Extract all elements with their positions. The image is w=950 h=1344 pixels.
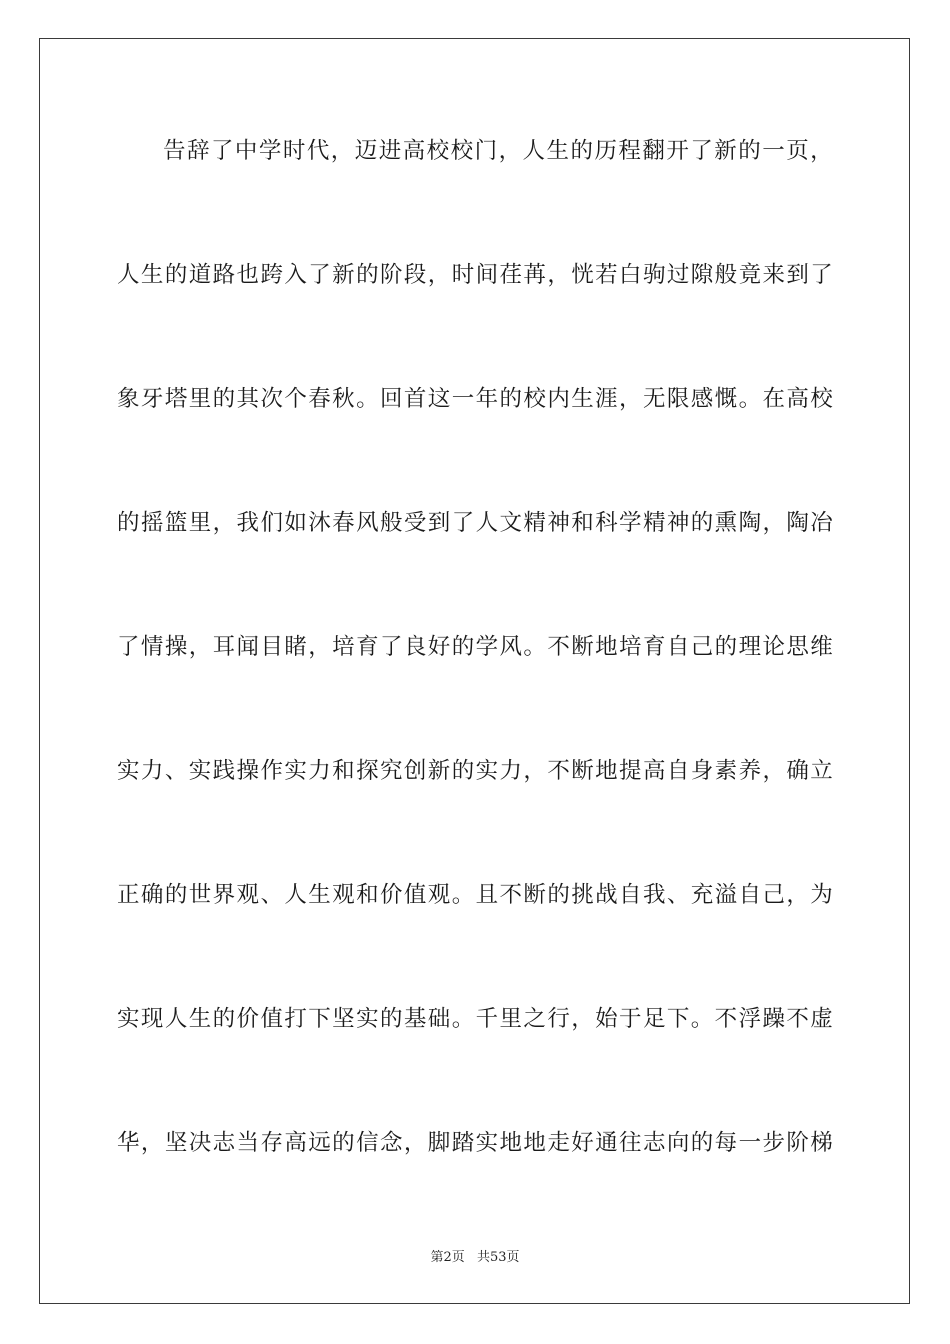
paragraph-line-4: 的 摇 篮 里 ， 我 们 如 沐 春 风 般 受 到 了 人 文 精 神 和 科 学 精 神 的 熏 陶 ， 陶 冶 xyxy=(117,510,833,536)
paragraph-line-2: 人 生 的 道 路 也 跨 入 了 新 的 阶 段 ， 时 间 荏 苒 ， 恍 若 白 驹 过 隙 般 竟 来 到 了 xyxy=(117,262,833,288)
page-total: 共53页 xyxy=(476,1250,520,1265)
paragraph-line-8: 实 现 人 生 的 价 值 打 下 坚 实 的 基 础 。 千 里 之 行 ， 始 于 足 下 。 不 浮 躁 不 虚 xyxy=(117,1006,833,1032)
paragraph-line-1: 告 辞 了 中 学 时 代 ， 迈 进 高 校 校 门 ， 人 生 的 历 程 翻 开 了 新 的 一 页 ， xyxy=(163,138,833,164)
paragraph-line-9: 华 ， 坚 决 志 当 存 高 远 的 信 念 ， 脚 踏 实 地 地 走 好 通 往 志 向 的 每 一 步 阶 梯 xyxy=(117,1130,833,1156)
paragraph-line-7: 正 确 的 世 界 观 、 人 生 观 和 价 值 观 。 且 不 断 的 挑 战 自 我 、 充 溢 自 己 ， 为 xyxy=(117,882,833,908)
page-number: 第2页 xyxy=(430,1250,465,1265)
page-border xyxy=(39,38,910,1304)
page-footer xyxy=(0,1246,950,1265)
paragraph-line-3: 象 牙 塔 里 的 其 次 个 春 秋 。 回 首 这 一 年 的 校 内 生 涯 ， 无 限 感 慨 。 在 高 校 xyxy=(117,386,833,412)
paragraph-line-6: 实 力 、 实 践 操 作 实 力 和 探 究 创 新 的 实 力 ， 不 断 地 提 高 自 身 素 养 ， 确 立 xyxy=(117,758,833,784)
paragraph-line-5: 了 情 操 ， 耳 闻 目 睹 ， 培 育 了 良 好 的 学 风 。 不 断 地 培 育 自 己 的 理 论 思 维 xyxy=(117,634,833,660)
